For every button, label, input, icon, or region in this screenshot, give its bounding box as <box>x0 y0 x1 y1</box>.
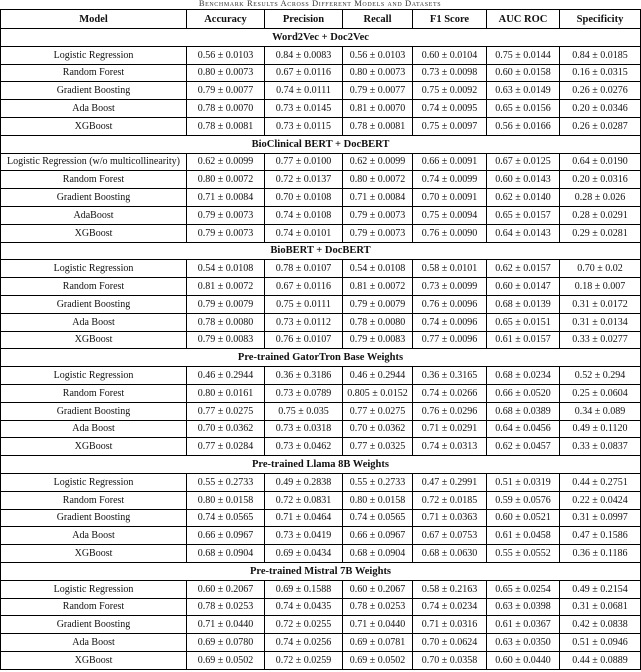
metric-value-cell: 0.78 ± 0.0080 <box>343 313 413 331</box>
table-row <box>1 331 641 349</box>
metric-value-cell: 0.46 ± 0.2944 <box>343 367 413 385</box>
section-header-row <box>1 562 641 580</box>
metric-value-cell: 0.73 ± 0.0115 <box>265 117 343 135</box>
metric-value-cell: 0.79 ± 0.0077 <box>187 82 265 100</box>
metric-value-cell: 0.25 ± 0.0604 <box>560 384 641 402</box>
metric-value-cell: 0.60 ± 0.0147 <box>487 278 560 296</box>
metric-value-cell: 0.31 ± 0.0681 <box>560 598 641 616</box>
section-title: BioBERT + DocBERT <box>1 242 641 260</box>
model-name-cell: XGBoost <box>1 331 187 349</box>
metric-value-cell: 0.79 ± 0.0077 <box>343 82 413 100</box>
model-name-cell: Gradient Boosting <box>1 616 187 634</box>
metric-value-cell: 0.64 ± 0.0190 <box>560 153 641 171</box>
metric-value-cell: 0.72 ± 0.0185 <box>413 491 487 509</box>
metric-value-cell: 0.70 ± 0.02 <box>560 260 641 278</box>
metric-value-cell: 0.76 ± 0.0296 <box>413 402 487 420</box>
metric-value-cell: 0.74 ± 0.0565 <box>187 509 265 527</box>
metric-value-cell: 0.28 ± 0.0291 <box>560 206 641 224</box>
metric-value-cell: 0.67 ± 0.0125 <box>487 153 560 171</box>
metric-value-cell: 0.28 ± 0.026 <box>560 189 641 207</box>
table-row <box>1 545 641 563</box>
benchmark-table <box>0 9 641 670</box>
metric-value-cell: 0.58 ± 0.0101 <box>413 260 487 278</box>
metric-value-cell: 0.78 ± 0.0080 <box>187 313 265 331</box>
metric-value-cell: 0.65 ± 0.0157 <box>487 206 560 224</box>
model-name-cell: Ada Boost <box>1 527 187 545</box>
metric-value-cell: 0.805 ± 0.0152 <box>343 384 413 402</box>
metric-value-cell: 0.34 ± 0.089 <box>560 402 641 420</box>
model-name-cell: Gradient Boosting <box>1 295 187 313</box>
metric-value-cell: 0.44 ± 0.2751 <box>560 473 641 491</box>
metric-value-cell: 0.74 ± 0.0565 <box>343 509 413 527</box>
metric-value-cell: 0.75 ± 0.0111 <box>265 295 343 313</box>
metric-value-cell: 0.68 ± 0.0904 <box>343 545 413 563</box>
metric-value-cell: 0.75 ± 0.0094 <box>413 206 487 224</box>
metric-value-cell: 0.33 ± 0.0277 <box>560 331 641 349</box>
metric-value-cell: 0.73 ± 0.0099 <box>413 278 487 296</box>
column-header-specificity: Specificity <box>560 10 641 29</box>
metric-value-cell: 0.80 ± 0.0073 <box>187 64 265 82</box>
metric-value-cell: 0.79 ± 0.0079 <box>187 295 265 313</box>
metric-value-cell: 0.74 ± 0.0111 <box>265 82 343 100</box>
metric-value-cell: 0.65 ± 0.0151 <box>487 313 560 331</box>
metric-value-cell: 0.63 ± 0.0149 <box>487 82 560 100</box>
model-name-cell: XGBoost <box>1 224 187 242</box>
metric-value-cell: 0.71 ± 0.0084 <box>343 189 413 207</box>
metric-value-cell: 0.69 ± 0.1588 <box>265 580 343 598</box>
metric-value-cell: 0.69 ± 0.0780 <box>187 634 265 652</box>
table-caption-container <box>0 0 640 9</box>
metric-value-cell: 0.29 ± 0.0281 <box>560 224 641 242</box>
metric-value-cell: 0.78 ± 0.0253 <box>343 598 413 616</box>
metric-value-cell: 0.72 ± 0.0137 <box>265 171 343 189</box>
metric-value-cell: 0.71 ± 0.0440 <box>187 616 265 634</box>
metric-value-cell: 0.55 ± 0.0552 <box>487 545 560 563</box>
table-row <box>1 117 641 135</box>
model-name-cell: XGBoost <box>1 651 187 669</box>
metric-value-cell: 0.80 ± 0.0158 <box>187 491 265 509</box>
metric-value-cell: 0.80 ± 0.0072 <box>343 171 413 189</box>
column-header-precision: Precision <box>265 10 343 29</box>
metric-value-cell: 0.66 ± 0.0520 <box>487 384 560 402</box>
model-name-cell: Random Forest <box>1 384 187 402</box>
metric-value-cell: 0.77 ± 0.0325 <box>343 438 413 456</box>
section-title: Pre-trained Llama 8B Weights <box>1 456 641 474</box>
metric-value-cell: 0.66 ± 0.0967 <box>187 527 265 545</box>
table-row <box>1 580 641 598</box>
metric-value-cell: 0.80 ± 0.0158 <box>343 491 413 509</box>
metric-value-cell: 0.81 ± 0.0072 <box>343 278 413 296</box>
metric-value-cell: 0.31 ± 0.0134 <box>560 313 641 331</box>
metric-value-cell: 0.70 ± 0.0362 <box>343 420 413 438</box>
metric-value-cell: 0.74 ± 0.0313 <box>413 438 487 456</box>
model-name-cell: Logistic Regression <box>1 473 187 491</box>
metric-value-cell: 0.47 ± 0.2991 <box>413 473 487 491</box>
table-row <box>1 384 641 402</box>
column-header-f1-score: F1 Score <box>413 10 487 29</box>
metric-value-cell: 0.20 ± 0.0316 <box>560 171 641 189</box>
metric-value-cell: 0.20 ± 0.0346 <box>560 100 641 118</box>
metric-value-cell: 0.78 ± 0.0070 <box>187 100 265 118</box>
model-name-cell: Ada Boost <box>1 634 187 652</box>
metric-value-cell: 0.71 ± 0.0084 <box>187 189 265 207</box>
metric-value-cell: 0.80 ± 0.0072 <box>187 171 265 189</box>
metric-value-cell: 0.31 ± 0.0172 <box>560 295 641 313</box>
metric-value-cell: 0.81 ± 0.0072 <box>187 278 265 296</box>
table-row <box>1 82 641 100</box>
metric-value-cell: 0.80 ± 0.0161 <box>187 384 265 402</box>
metric-value-cell: 0.49 ± 0.2838 <box>265 473 343 491</box>
table-row <box>1 64 641 82</box>
model-name-cell: Logistic Regression <box>1 367 187 385</box>
metric-value-cell: 0.73 ± 0.0112 <box>265 313 343 331</box>
section-title: Word2Vec + Doc2Vec <box>1 29 641 47</box>
metric-value-cell: 0.60 ± 0.0143 <box>487 171 560 189</box>
metric-value-cell: 0.79 ± 0.0083 <box>343 331 413 349</box>
section-header-row <box>1 242 641 260</box>
metric-value-cell: 0.68 ± 0.0234 <box>487 367 560 385</box>
model-name-cell: Ada Boost <box>1 100 187 118</box>
table-row <box>1 651 641 669</box>
metric-value-cell: 0.62 ± 0.0140 <box>487 189 560 207</box>
table-row <box>1 171 641 189</box>
model-name-cell: Logistic Regression <box>1 580 187 598</box>
metric-value-cell: 0.67 ± 0.0116 <box>265 64 343 82</box>
metric-value-cell: 0.42 ± 0.0838 <box>560 616 641 634</box>
model-name-cell: XGBoost <box>1 117 187 135</box>
metric-value-cell: 0.80 ± 0.0073 <box>343 64 413 82</box>
metric-value-cell: 0.60 ± 0.2067 <box>187 580 265 598</box>
metric-value-cell: 0.78 ± 0.0081 <box>187 117 265 135</box>
table-caption: Benchmark Results Across Different Models and Datasets <box>198 0 442 8</box>
model-name-cell: Logistic Regression <box>1 46 187 64</box>
metric-value-cell: 0.76 ± 0.0107 <box>265 331 343 349</box>
model-name-cell: Random Forest <box>1 491 187 509</box>
metric-value-cell: 0.74 ± 0.0095 <box>413 100 487 118</box>
metric-value-cell: 0.59 ± 0.0576 <box>487 491 560 509</box>
metric-value-cell: 0.67 ± 0.0753 <box>413 527 487 545</box>
metric-value-cell: 0.74 ± 0.0256 <box>265 634 343 652</box>
column-header-row <box>1 10 641 29</box>
metric-value-cell: 0.60 ± 0.0521 <box>487 509 560 527</box>
metric-value-cell: 0.69 ± 0.0502 <box>187 651 265 669</box>
table-row <box>1 473 641 491</box>
metric-value-cell: 0.60 ± 0.0158 <box>487 64 560 82</box>
metric-value-cell: 0.68 ± 0.0139 <box>487 295 560 313</box>
metric-value-cell: 0.84 ± 0.0185 <box>560 46 641 64</box>
table-row <box>1 527 641 545</box>
metric-value-cell: 0.79 ± 0.0073 <box>343 224 413 242</box>
metric-value-cell: 0.36 ± 0.3165 <box>413 367 487 385</box>
table-row <box>1 100 641 118</box>
section-header-row <box>1 29 641 47</box>
model-name-cell: Gradient Boosting <box>1 189 187 207</box>
metric-value-cell: 0.36 ± 0.3186 <box>265 367 343 385</box>
table-row <box>1 206 641 224</box>
metric-value-cell: 0.63 ± 0.0350 <box>487 634 560 652</box>
metric-value-cell: 0.56 ± 0.0103 <box>343 46 413 64</box>
metric-value-cell: 0.79 ± 0.0079 <box>343 295 413 313</box>
metric-value-cell: 0.33 ± 0.0837 <box>560 438 641 456</box>
table-row <box>1 367 641 385</box>
metric-value-cell: 0.71 ± 0.0316 <box>413 616 487 634</box>
metric-value-cell: 0.75 ± 0.035 <box>265 402 343 420</box>
metric-value-cell: 0.65 ± 0.0254 <box>487 580 560 598</box>
metric-value-cell: 0.64 ± 0.0456 <box>487 420 560 438</box>
model-name-cell: Gradient Boosting <box>1 82 187 100</box>
metric-value-cell: 0.73 ± 0.0789 <box>265 384 343 402</box>
column-header-accuracy: Accuracy <box>187 10 265 29</box>
metric-value-cell: 0.71 ± 0.0363 <box>413 509 487 527</box>
metric-value-cell: 0.60 ± 0.2067 <box>343 580 413 598</box>
table-row <box>1 509 641 527</box>
metric-value-cell: 0.61 ± 0.0458 <box>487 527 560 545</box>
metric-value-cell: 0.79 ± 0.0073 <box>187 224 265 242</box>
model-name-cell: Gradient Boosting <box>1 402 187 420</box>
metric-value-cell: 0.61 ± 0.0157 <box>487 331 560 349</box>
metric-value-cell: 0.66 ± 0.0091 <box>413 153 487 171</box>
metric-value-cell: 0.66 ± 0.0967 <box>343 527 413 545</box>
model-name-cell: Random Forest <box>1 64 187 82</box>
metric-value-cell: 0.46 ± 0.2944 <box>187 367 265 385</box>
metric-value-cell: 0.77 ± 0.0100 <box>265 153 343 171</box>
metric-value-cell: 0.52 ± 0.294 <box>560 367 641 385</box>
metric-value-cell: 0.74 ± 0.0101 <box>265 224 343 242</box>
section-title: Pre-trained GatorTron Base Weights <box>1 349 641 367</box>
table-row <box>1 598 641 616</box>
metric-value-cell: 0.26 ± 0.0287 <box>560 117 641 135</box>
metric-value-cell: 0.70 ± 0.0358 <box>413 651 487 669</box>
metric-value-cell: 0.77 ± 0.0275 <box>187 402 265 420</box>
model-name-cell: XGBoost <box>1 545 187 563</box>
metric-value-cell: 0.55 ± 0.2733 <box>343 473 413 491</box>
metric-value-cell: 0.71 ± 0.0440 <box>343 616 413 634</box>
metric-value-cell: 0.65 ± 0.0156 <box>487 100 560 118</box>
metric-value-cell: 0.77 ± 0.0284 <box>187 438 265 456</box>
metric-value-cell: 0.62 ± 0.0457 <box>487 438 560 456</box>
metric-value-cell: 0.70 ± 0.0091 <box>413 189 487 207</box>
metric-value-cell: 0.64 ± 0.0143 <box>487 224 560 242</box>
metric-value-cell: 0.73 ± 0.0419 <box>265 527 343 545</box>
table-row <box>1 224 641 242</box>
metric-value-cell: 0.78 ± 0.0107 <box>265 260 343 278</box>
model-name-cell: Random Forest <box>1 171 187 189</box>
metric-value-cell: 0.56 ± 0.0166 <box>487 117 560 135</box>
metric-value-cell: 0.74 ± 0.0108 <box>265 206 343 224</box>
metric-value-cell: 0.72 ± 0.0831 <box>265 491 343 509</box>
table-row <box>1 46 641 64</box>
metric-value-cell: 0.49 ± 0.1120 <box>560 420 641 438</box>
model-name-cell: Random Forest <box>1 278 187 296</box>
metric-value-cell: 0.75 ± 0.0097 <box>413 117 487 135</box>
metric-value-cell: 0.79 ± 0.0073 <box>187 206 265 224</box>
section-header-row <box>1 135 641 153</box>
table-row <box>1 634 641 652</box>
model-name-cell: Logistic Regression <box>1 260 187 278</box>
table-row <box>1 491 641 509</box>
metric-value-cell: 0.69 ± 0.0781 <box>343 634 413 652</box>
metric-value-cell: 0.74 ± 0.0096 <box>413 313 487 331</box>
metric-value-cell: 0.44 ± 0.0889 <box>560 651 641 669</box>
metric-value-cell: 0.16 ± 0.0315 <box>560 64 641 82</box>
metric-value-cell: 0.62 ± 0.0099 <box>343 153 413 171</box>
metric-value-cell: 0.70 ± 0.0624 <box>413 634 487 652</box>
metric-value-cell: 0.60 ± 0.0440 <box>487 651 560 669</box>
metric-value-cell: 0.75 ± 0.0092 <box>413 82 487 100</box>
table-row <box>1 616 641 634</box>
metric-value-cell: 0.31 ± 0.0997 <box>560 509 641 527</box>
section-header-row <box>1 349 641 367</box>
metric-value-cell: 0.55 ± 0.2733 <box>187 473 265 491</box>
metric-value-cell: 0.78 ± 0.0253 <box>187 598 265 616</box>
metric-value-cell: 0.72 ± 0.0255 <box>265 616 343 634</box>
metric-value-cell: 0.78 ± 0.0081 <box>343 117 413 135</box>
metric-value-cell: 0.68 ± 0.0904 <box>187 545 265 563</box>
model-name-cell: Random Forest <box>1 598 187 616</box>
section-title: BioClinical BERT + DocBERT <box>1 135 641 153</box>
metric-value-cell: 0.58 ± 0.2163 <box>413 580 487 598</box>
metric-value-cell: 0.79 ± 0.0083 <box>187 331 265 349</box>
table-row <box>1 153 641 171</box>
metric-value-cell: 0.51 ± 0.0946 <box>560 634 641 652</box>
metric-value-cell: 0.60 ± 0.0104 <box>413 46 487 64</box>
metric-value-cell: 0.22 ± 0.0424 <box>560 491 641 509</box>
model-name-cell: AdaBoost <box>1 206 187 224</box>
metric-value-cell: 0.74 ± 0.0234 <box>413 598 487 616</box>
metric-value-cell: 0.81 ± 0.0070 <box>343 100 413 118</box>
model-name-cell: Gradient Boosting <box>1 509 187 527</box>
metric-value-cell: 0.77 ± 0.0275 <box>343 402 413 420</box>
table-row <box>1 313 641 331</box>
column-header-auc-roc: AUC ROC <box>487 10 560 29</box>
model-name-cell: XGBoost <box>1 438 187 456</box>
model-name-cell: Ada Boost <box>1 420 187 438</box>
section-title: Pre-trained Mistral 7B Weights <box>1 562 641 580</box>
metric-value-cell: 0.73 ± 0.0318 <box>265 420 343 438</box>
model-name-cell: Ada Boost <box>1 313 187 331</box>
metric-value-cell: 0.61 ± 0.0367 <box>487 616 560 634</box>
metric-value-cell: 0.69 ± 0.0434 <box>265 545 343 563</box>
metric-value-cell: 0.51 ± 0.0319 <box>487 473 560 491</box>
table-row <box>1 402 641 420</box>
metric-value-cell: 0.56 ± 0.0103 <box>187 46 265 64</box>
metric-value-cell: 0.73 ± 0.0462 <box>265 438 343 456</box>
metric-value-cell: 0.54 ± 0.0108 <box>187 260 265 278</box>
metric-value-cell: 0.72 ± 0.0259 <box>265 651 343 669</box>
metric-value-cell: 0.76 ± 0.0090 <box>413 224 487 242</box>
table-row <box>1 189 641 207</box>
metric-value-cell: 0.71 ± 0.0291 <box>413 420 487 438</box>
metric-value-cell: 0.70 ± 0.0108 <box>265 189 343 207</box>
metric-value-cell: 0.62 ± 0.0157 <box>487 260 560 278</box>
metric-value-cell: 0.76 ± 0.0096 <box>413 295 487 313</box>
metric-value-cell: 0.74 ± 0.0266 <box>413 384 487 402</box>
metric-value-cell: 0.68 ± 0.0389 <box>487 402 560 420</box>
model-name-cell: Logistic Regression (w/o multicollinearity) <box>1 153 187 171</box>
metric-value-cell: 0.77 ± 0.0096 <box>413 331 487 349</box>
metric-value-cell: 0.49 ± 0.2154 <box>560 580 641 598</box>
table-row <box>1 295 641 313</box>
table-row <box>1 420 641 438</box>
metric-value-cell: 0.73 ± 0.0145 <box>265 100 343 118</box>
metric-value-cell: 0.26 ± 0.0276 <box>560 82 641 100</box>
metric-value-cell: 0.75 ± 0.0144 <box>487 46 560 64</box>
table-row <box>1 438 641 456</box>
metric-value-cell: 0.63 ± 0.0398 <box>487 598 560 616</box>
metric-value-cell: 0.68 ± 0.0630 <box>413 545 487 563</box>
section-header-row <box>1 456 641 474</box>
metric-value-cell: 0.69 ± 0.0502 <box>343 651 413 669</box>
metric-value-cell: 0.73 ± 0.0098 <box>413 64 487 82</box>
metric-value-cell: 0.84 ± 0.0083 <box>265 46 343 64</box>
metric-value-cell: 0.74 ± 0.0435 <box>265 598 343 616</box>
metric-value-cell: 0.54 ± 0.0108 <box>343 260 413 278</box>
column-header-model: Model <box>1 10 187 29</box>
table-row <box>1 278 641 296</box>
metric-value-cell: 0.47 ± 0.1586 <box>560 527 641 545</box>
metric-value-cell: 0.67 ± 0.0116 <box>265 278 343 296</box>
metric-value-cell: 0.36 ± 0.1186 <box>560 545 641 563</box>
column-header-recall: Recall <box>343 10 413 29</box>
metric-value-cell: 0.74 ± 0.0099 <box>413 171 487 189</box>
metric-value-cell: 0.70 ± 0.0362 <box>187 420 265 438</box>
metric-value-cell: 0.62 ± 0.0099 <box>187 153 265 171</box>
metric-value-cell: 0.18 ± 0.007 <box>560 278 641 296</box>
metric-value-cell: 0.79 ± 0.0073 <box>343 206 413 224</box>
metric-value-cell: 0.71 ± 0.0464 <box>265 509 343 527</box>
table-row <box>1 260 641 278</box>
